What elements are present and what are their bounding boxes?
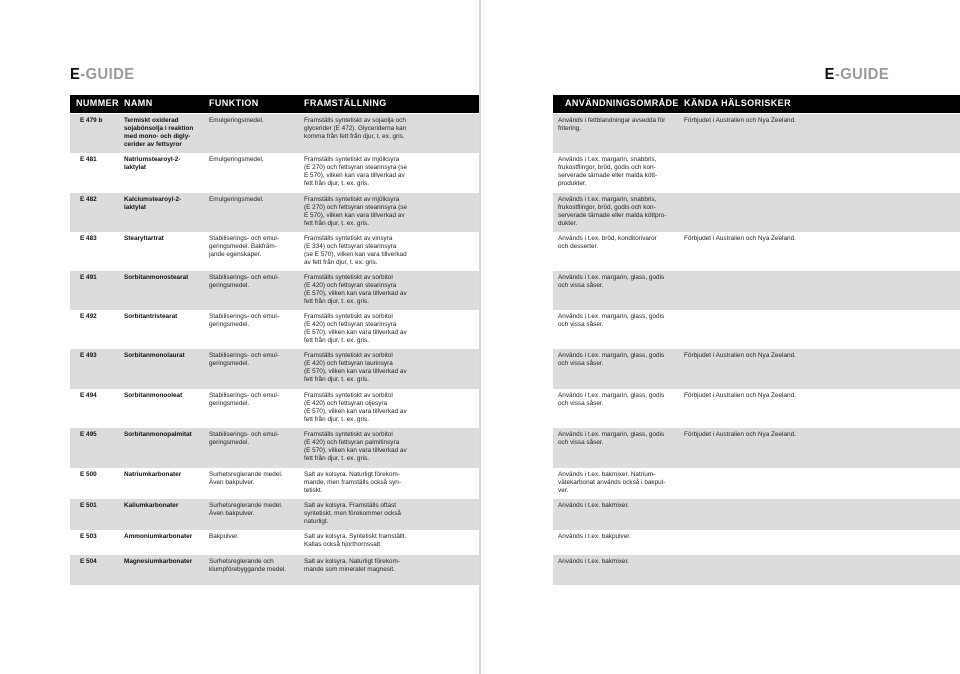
cell-framstallning: Salt av kolsyra. Naturligt förekom- mande som mineralet magnesit.: [304, 558, 400, 573]
cell-anvandning: Används i t.ex. margarin, glass, godis och vissa såser.: [558, 431, 665, 446]
cell-nummer: E 494: [80, 392, 97, 399]
cell-nummer: E 501: [80, 502, 97, 509]
cell-anvandning: Används i t.ex. bakpulver.: [558, 533, 631, 540]
cell-namn: Sorbitantristearat: [124, 313, 178, 320]
cell-funktion: Emulgeringsmedel.: [209, 156, 264, 163]
cell-funktion: Emulgeringsmedel.: [209, 117, 264, 124]
header-funktion: FUNKTION: [209, 98, 259, 108]
cell-funktion: Stabiliserings- och emul- geringsmedel.: [209, 274, 279, 289]
table-row: [553, 193, 960, 232]
cell-anvandning: Används i t.ex. margarin, glass, godis och vissa såser.: [558, 392, 665, 407]
cell-namn: Stearyltartrat: [124, 235, 164, 242]
header-halsorisker: KÄNDA HÄLSORISKER: [684, 98, 791, 108]
cell-halsorisker: Förbjudet i Australien och Nya Zeeland.: [684, 352, 796, 359]
table-row: [553, 271, 960, 310]
cell-funktion: Stabiliserings- och emul- geringsmedel.: [209, 352, 279, 367]
cell-nummer: E 504: [80, 558, 97, 565]
cell-namn: Magnesiumkarbonater: [124, 558, 193, 565]
cell-framstallning: Framställs syntetiskt av sorbitol (E 420) och fettsyran stearinsyra (E 570), vilken kan vara tillverkad av fett från djur, t. ex. gris.: [304, 313, 407, 344]
cell-halsorisker: Förbjudet i Australien och Nya Zeeland.: [684, 431, 796, 438]
cell-anvandning: Används i t.ex. margarin, glass, godis och vissa såser.: [558, 313, 665, 328]
cell-anvandning: Används i t.ex. bakmixer.: [558, 502, 630, 509]
table-row: [70, 310, 479, 349]
table-row: [70, 271, 479, 310]
table-row: [553, 232, 960, 271]
cell-funktion: Emulgeringsmedel.: [209, 196, 264, 203]
cell-nummer: E 481: [80, 156, 97, 163]
right-page: [481, 0, 960, 674]
table-row: [553, 114, 960, 153]
cell-nummer: E 503: [80, 533, 97, 540]
cell-namn: Ammoniumkarbonater: [124, 533, 193, 540]
header-anvandning: ANVÄNDNINGSOMRÅDE: [565, 98, 679, 108]
header-nummer: NUMMER: [76, 98, 119, 108]
cell-anvandning: Används i t.ex. margarin, glass, godis och vissa såser.: [558, 274, 665, 289]
cell-anvandning: Används i t.ex. bakmixer.: [558, 558, 630, 565]
cell-funktion: Surhetsreglerande medel. Även bakpulver.: [209, 502, 283, 517]
cell-anvandning: Används i t.ex. bröd, konditorivaror och desserter.: [558, 235, 657, 250]
cell-framstallning: Framställs syntetiskt av sorbitol (E 420) och fettsyran stearinsyra (E 570), vilken kan vara tillverkad av fett från djur, t. ex. gris.: [304, 274, 407, 305]
cell-namn: Sorbitanmonolaurat: [124, 352, 185, 359]
cell-funktion: Stabiliserings- och emul- geringsmedel.: [209, 313, 279, 328]
table-row: [70, 153, 479, 193]
cell-namn: Kalciumstearoyl-2- laktylat: [124, 196, 182, 211]
cell-nummer: E 500: [80, 471, 97, 478]
cell-framstallning: Framställs syntetiskt av sojaolja och glycerider (E 472). Glyceriderna kan komma från fett från djur, t. ex. gris.: [304, 117, 407, 140]
cell-framstallning: Framställs syntetiskt av mjölksyra (E 270) och fettsyran stearinsyra (se E 570), vilken kan vara tillverkad av fett från djur, t. ex. gris.: [304, 196, 408, 227]
cell-nummer: E 483: [80, 235, 97, 242]
cell-nummer: E 491: [80, 274, 97, 281]
cell-halsorisker: Förbjudet i Australien och Nya Zeeland.: [684, 392, 796, 399]
table-row: [553, 428, 960, 468]
cell-anvandning: Används i t.ex. margarin, glass, godis och vissa såser.: [558, 352, 665, 367]
table-row: [553, 389, 960, 428]
cell-anvandning: Används i t.ex. margarin, snabbris, frukostflingor, bröd, godis och kon- serverade tärnade eller malda kött- produkter.: [558, 156, 658, 187]
brand-logo-right: E-GUIDE: [824, 66, 889, 83]
table-row: [553, 153, 960, 193]
cell-anvandning: Används i t.ex. margarin, snabbris, frukostflingor, bröd, godis och kon- serverade tärnade eller malda köttpro- dukter.: [558, 196, 667, 227]
cell-anvandning: Används i fettblandningar avsedda för fritering.: [558, 117, 666, 132]
cell-halsorisker: Förbjudet i Australien och Nya Zeeland.: [684, 117, 796, 124]
cell-framstallning: Salt av kolsyra. Framställs oftast syntetiskt, men förekommer också naturligt.: [304, 502, 401, 525]
cell-funktion: Bakpulver.: [209, 533, 239, 540]
cell-nummer: E 493: [80, 352, 97, 359]
cell-funktion: Stabiliserings- och emul- geringsmedel.: [209, 431, 279, 446]
cell-funktion: Surhetsreglerande och klumpförebyggande medel.: [209, 558, 287, 573]
table-row: [70, 114, 479, 153]
cell-framstallning: Framställs syntetiskt av sorbitol (E 420) och fettsyran oljesyra (E 570), vilken kan vara tillverkad av fett från djur, t. ex. gris.: [304, 392, 407, 423]
cell-namn: Termiskt oxiderad sojabönsolja i reaktion med mono- och digly- cerider av fettsyror: [124, 117, 194, 148]
table-row: [70, 530, 479, 555]
cell-namn: Sorbitanmonostearat: [124, 274, 189, 281]
table-row: [70, 193, 479, 232]
table-row: [70, 555, 479, 585]
cell-nummer: E 495: [80, 431, 97, 438]
cell-namn: Kaliumkarbonater: [124, 502, 179, 509]
table-row: [553, 555, 960, 585]
cell-funktion: Stabiliserings- och emul- geringsmedel.: [209, 392, 279, 407]
cell-nummer: E 492: [80, 313, 97, 320]
table-row: [553, 349, 960, 389]
cell-anvandning: Används i t.ex. bakmixer. Natrium- vätekarbonat används också i bakpul- ver.: [558, 471, 666, 494]
cell-funktion: Surhetsreglerande medel. Även bakpulver.: [209, 471, 283, 486]
cell-namn: Sorbitanmonooleat: [124, 392, 183, 399]
table-row: [70, 389, 479, 428]
cell-namn: Sorbitanmonopalmitat: [124, 431, 192, 438]
cell-nummer: E 479 b: [80, 117, 103, 124]
cell-nummer: E 482: [80, 196, 97, 203]
cell-framstallning: Framställs syntetiskt av mjölksyra (E 270) och fettsyran stearinsyra (se E 570), vilken kan vara tillverkad av fett från djur, t. ex. gris.: [304, 156, 408, 187]
table-row: [553, 499, 960, 530]
table-row: [553, 310, 960, 349]
table-row: [70, 499, 479, 530]
brand-logo-left: E-GUIDE: [70, 66, 135, 83]
header-namn: NAMN: [124, 98, 153, 108]
cell-funktion: Stabiliserings- och emul- geringsmedel. Bakfräm- jande egenskaper.: [209, 235, 279, 258]
table-header-right: [553, 95, 960, 113]
table-header-left: [70, 95, 479, 113]
table-row: [70, 349, 479, 389]
cell-framstallning: Framställs syntetiskt av vinsyra (E 334) och fettsyran stearinsyra (se E 570), vilken kan vara tillverkad av fett från djur, t. ex. gris.: [304, 235, 407, 266]
cell-framstallning: Framställs syntetiskt av sorbitol (E 420) och fettsyran laurinsyra (E 570), vilken kan vara tillverkad av fett från djur, t. ex. gris.: [304, 352, 407, 383]
table-row: [70, 232, 479, 271]
table-row: [553, 530, 960, 555]
table-row: [70, 428, 479, 468]
header-framstallning: FRAMSTÄLLNING: [304, 98, 387, 108]
table-row: [553, 468, 960, 499]
cell-framstallning: Salt av kolsyra. Naturligt förekom- mande, men framställs också syn- tetiskt.: [304, 471, 401, 494]
cell-framstallning: Framställs syntetiskt av sorbitol (E 420) och fettsyran palmitinsyra (E 570), vilken kan vara tillverkad av fett från djur, t. ex. gris.: [304, 431, 407, 462]
cell-halsorisker: Förbjudet i Australien och Nya Zeeland.: [684, 235, 796, 242]
cell-namn: Natriumstearoyl-2- laktylat: [124, 156, 181, 171]
cell-framstallning: Salt av kolsyra. Syntetiskt framställt. Kallas också hjorthornssalt.: [304, 533, 407, 548]
left-page: [0, 0, 479, 674]
table-row: [70, 468, 479, 499]
cell-namn: Natriumkarbonater: [124, 471, 182, 478]
